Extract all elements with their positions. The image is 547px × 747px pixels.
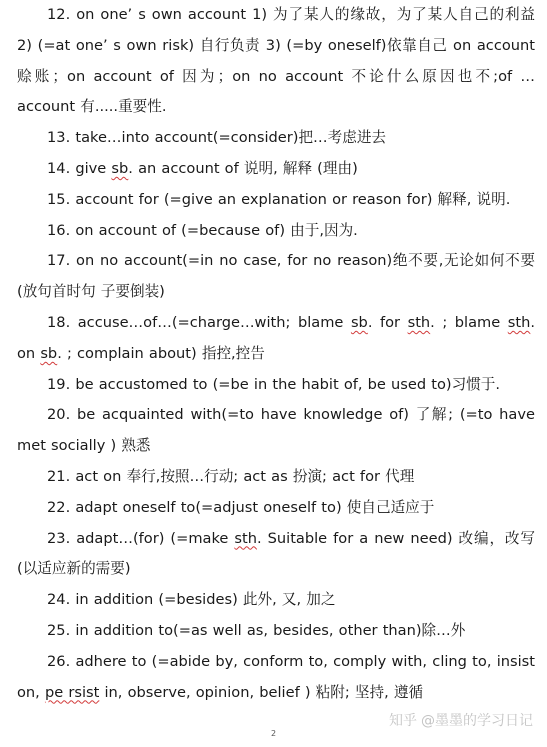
entry-23-spell-flag: sth xyxy=(234,529,257,547)
entry-18-text-a: 18. accuse…of…(=charge…with; blame xyxy=(47,313,351,331)
entry-26-text-b: in, observe, opinion, belief ) 粘附; 坚持, 遵循 xyxy=(99,683,424,701)
entry-23-text-b: . Suitable for a new need) 改编，改写(以适应新的需要) xyxy=(17,529,535,578)
entry-16-text: 16. on account of (=because of) 由于,因为. xyxy=(47,221,358,239)
entry-14-spell-flag: sb xyxy=(111,159,129,177)
entry-22 xyxy=(17,493,535,524)
zhihu-watermark xyxy=(389,710,533,730)
entry-24 xyxy=(17,585,535,616)
watermark-site: 知乎 xyxy=(389,713,417,729)
entry-26 xyxy=(17,647,535,709)
entry-21 xyxy=(17,462,535,493)
entry-18-text-d: . on xyxy=(17,313,535,362)
entry-13-text: 13. take…into account(=consider)把…考虑进去 xyxy=(47,129,387,147)
entry-18-text-e: . ; complain about) 指控,控告 xyxy=(57,344,265,362)
entry-23 xyxy=(17,524,535,586)
entry-18-text-c: . ; blame xyxy=(430,313,508,331)
entry-13 xyxy=(17,123,535,154)
entry-15 xyxy=(17,185,535,216)
entry-14-text-a: 14. give xyxy=(47,159,112,177)
entry-26-spell-flag: pe rsist xyxy=(44,683,100,701)
entry-15-text: 15. account for (=give an explanation or reason for) 解释, 说明. xyxy=(47,190,511,208)
entry-17 xyxy=(17,246,535,308)
entry-19-text: 19. be accustomed to (=be in the habit of, be used to)习惯于. xyxy=(47,375,501,393)
entry-20-text: 20. be acquainted with(=to have knowledge of) 了解; (=to have met socially ) 熟悉 xyxy=(17,406,535,455)
entry-18 xyxy=(17,308,535,370)
entry-12-text: 12. on one’ s own account 1) 为了某人的缘故，为了某人自己的利益 2) (=at one’ s own risk) 自行负责 3) (=by oneself)依靠自己 on account 赊账；on account of 因为；on no account 不论什么原因也不;of … account 有.....重要性. xyxy=(17,6,535,116)
entry-18-text-b: . for xyxy=(367,313,408,331)
entry-20 xyxy=(17,400,535,462)
entry-25 xyxy=(17,616,535,647)
entry-26-text-a: 26. adhere to (=abide by, conform to, comply with, cling to, insist on, xyxy=(17,652,535,701)
page-number: 2 xyxy=(270,729,277,738)
entry-16 xyxy=(17,216,535,247)
entry-18-spell-flag-3: sth xyxy=(507,313,531,331)
entry-14-text-b: . an account of 说明, 解释 (理由) xyxy=(128,159,358,177)
entry-19 xyxy=(17,370,535,401)
entry-22-text: 22. adapt oneself to(=adjust oneself to) 使自己适应于 xyxy=(47,498,435,516)
entry-17-text: 17. on no account(=in no case, for no reason)绝不要,无论如何不要 (放句首时句 子要倒装) xyxy=(17,252,535,301)
entry-23-text-a: 23. adapt…(for) (=make xyxy=(47,529,235,547)
entry-24-text: 24. in addition (=besides) 此外, 又, 加之 xyxy=(47,591,336,609)
entry-18-spell-flag-4: sb xyxy=(40,344,58,362)
entry-18-spell-flag-1: sb xyxy=(350,313,368,331)
watermark-author: @墨墨的学习日记 xyxy=(421,713,533,729)
entry-14 xyxy=(17,154,535,185)
entry-18-spell-flag-2: sth xyxy=(407,313,431,331)
entry-21-text: 21. act on 奉行,按照…行动; act as 扮演; act for 代理 xyxy=(47,467,415,485)
entry-25-text: 25. in addition to(=as well as, besides, other than)除…外 xyxy=(47,621,466,639)
phrase-list xyxy=(17,0,535,708)
entry-12 xyxy=(17,0,535,123)
